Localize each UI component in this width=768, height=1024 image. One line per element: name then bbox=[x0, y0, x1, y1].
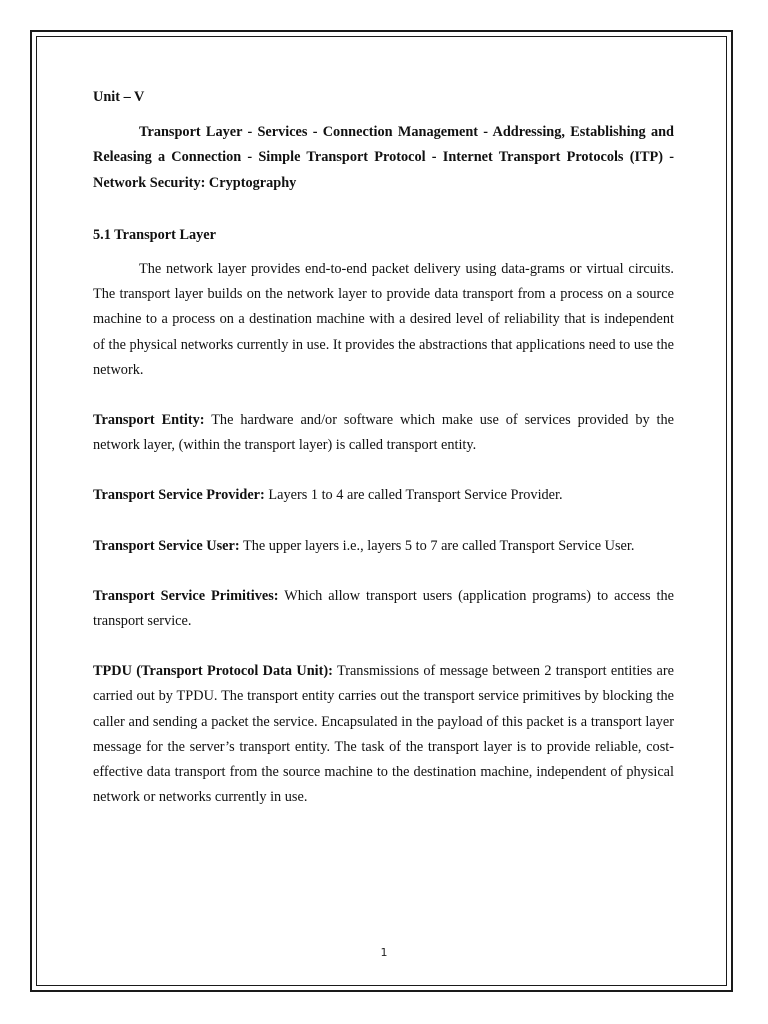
intro-paragraph: The network layer provides end-to-end packet delivery using data-grams or virtual circuits. The transport layer builds on the network layer to provide data transport from a process on a source machine to a process on a destination machine with a desired level of reliability that is independent of the physical networks currently in use. It provides the abstractions that applications need to use the network. bbox=[93, 261, 674, 378]
definition-transport-entity bbox=[93, 408, 674, 458]
definition-term: Transport Entity: bbox=[93, 412, 205, 429]
definition-term: Transport Service Primitives: bbox=[93, 587, 279, 604]
definition-text: The upper layers i.e., layers 5 to 7 are called Transport Service User. bbox=[242, 537, 635, 554]
unit-title: Unit – V bbox=[93, 89, 145, 105]
definition-transport-service-provider bbox=[93, 483, 674, 508]
definition-term: Transport Service Provider: bbox=[93, 487, 265, 504]
definition-text: Layers 1 to 4 are called Transport Service Provider. bbox=[268, 487, 563, 504]
definition-transport-service-primitives bbox=[93, 584, 674, 634]
definition-term: Transport Service User: bbox=[93, 537, 240, 554]
page-number: 1 bbox=[380, 946, 388, 959]
definition-text: Transmissions of message between 2 transport entities are carried out by TPDU. The transport entity carries out the transport service primitives by blocking the caller and sending a packet the service. Encapsulated in the payload of this packet is a transport layer message for the server’s transport entity. The task of the transport layer is to provide reliable, cost-effective data transport from the source machine to the destination machine, independent of physical network or networks currently in use. bbox=[93, 663, 674, 806]
definition-tpdu bbox=[93, 659, 674, 810]
definition-text: The hardware and/or software which make use of services provided by the network layer, (within the transport layer) is called transport entity. bbox=[93, 412, 675, 454]
document-body bbox=[93, 85, 674, 810]
definition-term: TPDU (Transport Protocol Data Unit): bbox=[93, 663, 333, 680]
section-heading: 5.1 Transport Layer bbox=[93, 226, 216, 243]
definition-transport-service-user bbox=[93, 534, 674, 559]
definition-text: Which allow transport users (application programs) to access the transport service. bbox=[93, 587, 674, 630]
syllabus-topics: Transport Layer - Services - Connection Management - Addressing, Establishing and Releasing a Connection - Simple Transport Protocol - Internet Transport Protocols (ITP) - Network Security: Cryptography bbox=[93, 124, 674, 191]
